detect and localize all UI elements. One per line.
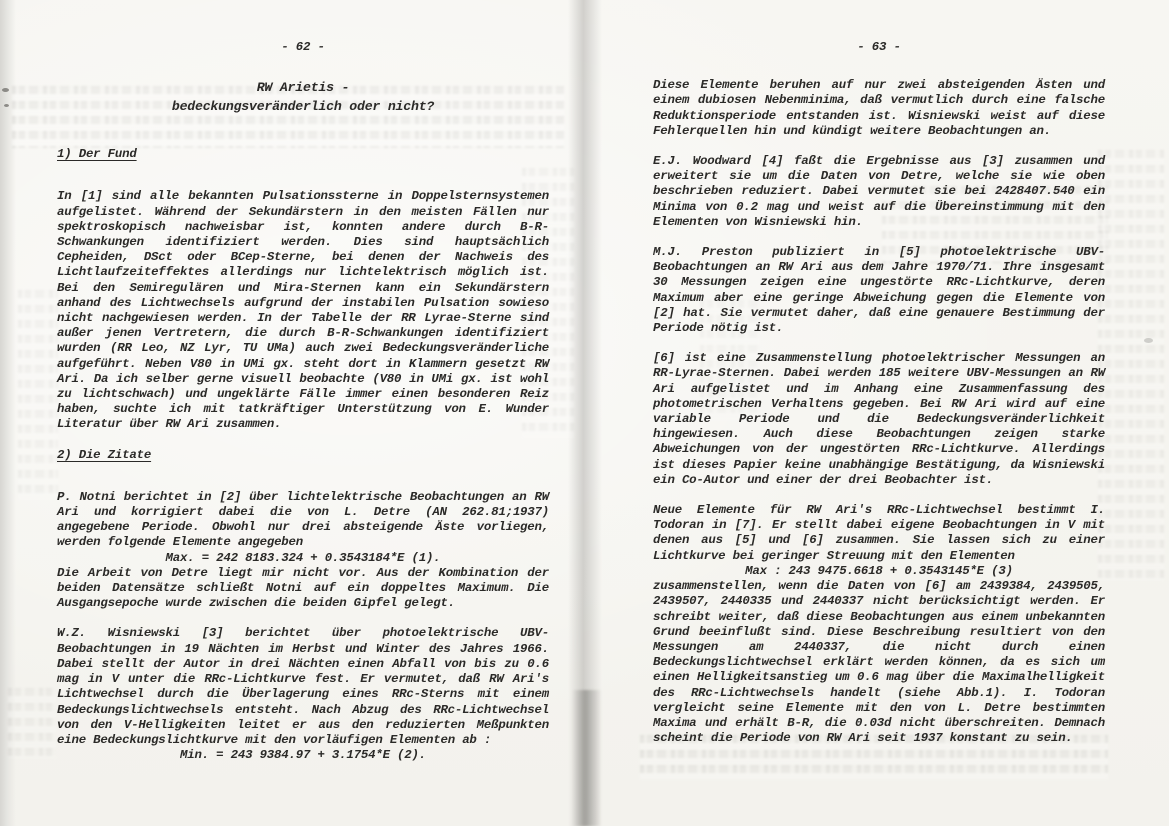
section-heading-der-fund: 1) Der Fund (57, 147, 137, 162)
formula-max-1: Max. = 242 8183.324 + 0.3543184*E (1). (165, 550, 441, 565)
scan-speck (4, 104, 9, 107)
paragraph-woodward: E.J. Woodward [4] faßt die Ergebnisse aus [3] zusammen und erweitert sie um die Daten von Detre, welche sie wie oben beschrieben reduziert. Dabei vermutet sie bei 2428407.540 ein Minima von 0.2 mag und weist auf die Übereinstimmung mit den Elementen von Wisniewski hin. (653, 154, 1105, 229)
scan-speck (1144, 338, 1153, 343)
page-number: - 63 - (857, 40, 901, 54)
scan-speck (2, 88, 9, 92)
bleed-through-artifact (8, 688, 56, 758)
document-title-line-2: bedeckungsveränderlich oder nicht? (171, 99, 435, 115)
paragraph-notni: P. Notni berichtet in [2] über lichtelektrische Beobachtungen an RW Ari und korrigiert dabei die von L. Detre (AN 262.81;1937) angegebene Periode. Obwohl nur drei absteigende Äste vorliegen, werden folgende Elemente angegeben (57, 489, 549, 550)
paragraph-wisniewski: W.Z. Wisniewski [3] berichtet über photoelektrische UBV-Beobachtungen in 19 Nächten im Herbst und Winter des Jahres 1966. Dabei stellt der Autor in drei Nächten einen Abfall von bis zu 0.6 mag in V unter die RRc-Lichtkurve fest. Er vermutet, daß RW Ari's Lichtwechsel durch die Überlagerung eines RRc-Sterns mit einem Bedeckungslichtwechsels entsteht. Nach Abzug des RRc-Lichtwechsel von den V-Helligkeiten leitet er aus den reduzierten Meßpunkten eine Bedeckungslichtkurve mit den vorläufigen Elementen ab : (57, 626, 549, 747)
bleed-through-artifact (18, 290, 58, 500)
paragraph-zusammenstellung: [6] ist eine Zusammenstellung photoelektrischer Messungen an RR-Lyrae-Sternen. Dabei werden 185 weitere UBV-Messungen an RW Ari aufgelistet und im Anhang eine Zusammenfassung des photometrischen Verhaltens gegeben. Bei RW Ari wird auf eine variable Periode und die Bedeckungsveränderlichkeit hingewiesen. Auch diese Beobachtungen zeigen starke Abweichungen von der ungestörten RRc-Lichtkurve. Allerdings ist dieses Papier keine unabhängige Bestätigung, da Wisniewski ein Co-Autor und einer der drei Beobachter ist. (653, 351, 1105, 487)
page-gutter-shadow-bottom (572, 690, 602, 826)
document-title-line-1: RW Arietis - (256, 80, 350, 96)
page-number: - 62 - (281, 40, 325, 54)
paragraph-elemente-kritik: Diese Elemente beruhen auf nur zwei absteigenden Ästen und einem dubiosen Nebenminima, daß vermutlich durch eine falsche Reduktionsperiode entstanden ist. Wisniewski weist auf diese Fehlerquellen hin und kündigt weitere Beobachtungen an. (653, 78, 1105, 138)
section-heading-die-zitate: 2) Die Zitate (57, 447, 152, 462)
paragraph-todoran-fortsetzung: zusammenstellen, wenn die Daten von [6] am 2439384, 2439505, 2439507, 2440335 und 2440337 nicht berücksichtigt werden. Er schreibt weiter, daß diese Beobachtungen aus einem unbekannten Grund beeinflußt sind. Diese Beschreibung resultiert von den Messungen am 2440337, die nicht durch einen Bedeckungslichtwechsel erklärt werden können, da es sich um einen Helligkeitsanstieg um 0.6 mag über die Maximalhelligkeit des RRc-Lichtwechsels handelt (siehe Abb.1). I. Todoran vergleicht seine Elemente mit den von L. Detre bestimmten Maxima und erhält B-R, die 0.03d nicht überschreiten. Demnach scheint die Periode von RW Ari seit 1937 konstant zu sein. (653, 579, 1105, 746)
paragraph-preston: M.J. Preston publiziert in [5] photoelektrische UBV-Beobachtungen an RW Ari aus dem Jahre 1970/71. Ihre insgesamt 30 Messungen zeigen eine ungestörte RRc-Lichtkurve, deren Maximum aber eine geringe Abweichung gegen die Elemente von [2] hat. Sie vermutet daher, daß eine genauere Bestimmung der Periode nötig ist. (653, 245, 1105, 336)
document-title (57, 78, 549, 116)
paragraph-detre-arbeit: Die Arbeit von Detre liegt mir nicht vor. Aus der Kombination der beiden Datensätze schließt Notni auf ein doppeltes Maximum. Die Ausgangsepoche wurde zwischen die beiden Gipfel gelegt. (57, 565, 549, 611)
bleed-through-artifact (1098, 150, 1164, 580)
paragraph-fund: In [1] sind alle bekannten Pulsationssterne in Doppelsternsystemen aufgelistet. Während der Sekundärstern in den meisten Fällen nur spektroskopisch nachweisbar ist, konnten andere durch B-R-Schwankungen identifiziert werden. Dies sind hauptsächlich Cepheiden, DSct oder BCep-Sterne, bei denen der Nachweis des Lichtlaufzeiteffektes allerdings nur lichtelektrisch möglich ist. Bei den Semiregulären und Mira-Sternen kann ein Sekundärstern anhand des Lichtwechsels aufgrund der instabilen Pulsation sowieso nicht nachgewiesen werden. In der Tabelle der RR Lyrae-Sterne sind außer jenen Vertretern, die durch B-R-Schwankungen identifiziert wurden (RR Leo, NZ Lyr, TU UMa) auch zwei Bedeckungsveränderliche aufgeführt. Neben V80 in UMi gx. steht dort in Klammern gesetzt RW Ari. Da ich selber gerne visuell beobachte (V80 in UMi gx. ist wohl zu lichtschwach) und ungeklärte Fälle immer einen besonderen Reiz haben, suchte ich mit tatkräftiger Unterstützung von E. Wunder Literatur über RW Ari zusammen. (57, 189, 549, 432)
page-62 (57, 40, 549, 763)
paragraph-todoran: Neue Elemente für RW Ari's RRc-Lichtwechsel bestimmt I. Todoran in [7]. Er stellt dabei eigene Beobachtungen in V mit denen aus [5] und [6] zusammen. Sie lassen sich zu einer Lichtkurve bei geringer Streuung mit den Elementen (653, 503, 1105, 563)
formula-min-2: Min. = 243 9384.97 + 3.1754*E (2). (179, 748, 426, 763)
page-63 (653, 40, 1105, 761)
formula-max-3: Max : 243 9475.6618 + 0.3543145*E (3) (745, 563, 1013, 578)
